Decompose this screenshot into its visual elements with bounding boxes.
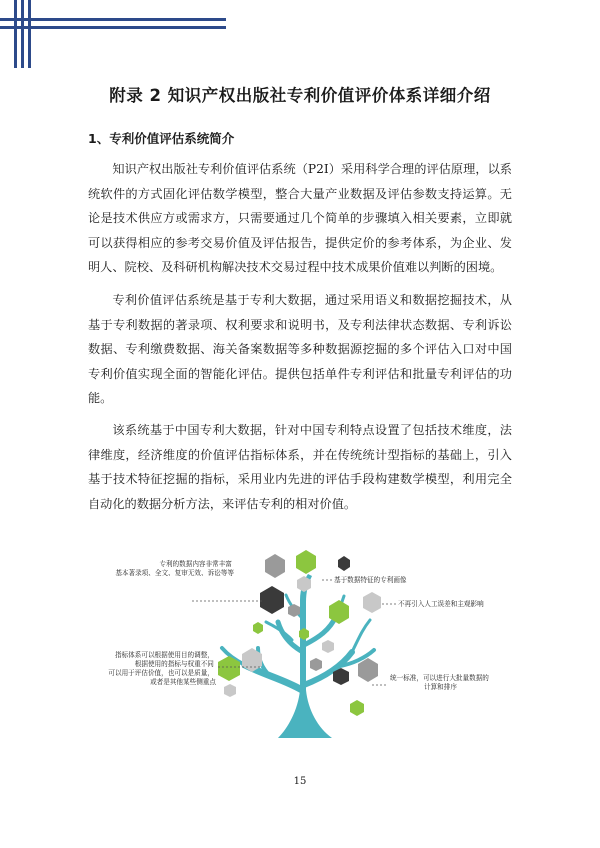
decor-horizontal-bar-1 xyxy=(0,18,226,21)
hex-node xyxy=(224,684,236,697)
paragraph-1: 知识产权出版社专利价值评估系统（P2I）采用科学合理的评估原理，以系统软件的方式固化评估数学模型，整合大量产业数据及评估参数支持运算。无论是技术供应方或需求方，只需要通过几个简单的步骤填入相关要素，立即就可以获得相应的参考交易价值及评估报告，提供定价的参考体系，为企业、发明人、院校、及科研机构解决技术交易过程中技术成果价值难以判断的困境。 xyxy=(88,162,512,274)
paragraph-2: 专利价值评估系统是基于专利大数据，通过采用语义和数据挖掘技术，从基于专利数据的著录项、权利要求和说明书，及专利法律状态数据、专利诉讼数据、专利缴费数据、海关备案数据等多种数据源挖掘的多个评估入口对中国专利价值实现全面的智能化评估。提供包括单件专利评估和批量专利评估的功能。 xyxy=(88,293,512,405)
paragraph-3: 该系统基于中国专利大数据，针对中国专利特点设置了包括技术维度，法律维度，经济维度的价值评估指标体系，并在传统统计型指标的基础上，引入基于技术特征挖掘的指标，采用业内先进的评估手段构建数学模型，利用完全自动化的数据分析方法，来评估专利的相对价值。 xyxy=(88,423,512,511)
section-heading: 1、专利价值评估系统简介 xyxy=(88,131,235,146)
hex-node xyxy=(253,622,263,634)
tree-figure xyxy=(0,540,600,750)
hex-node xyxy=(310,658,322,671)
hex-node xyxy=(338,556,350,571)
left-label-2: 指标体系可以根据使用目的调整， 根据使用的指标与权重不同 可以用于评估价值，也可以是质量， 或者是其他某些侧重点 xyxy=(108,651,216,686)
decor-vertical-bar-3 xyxy=(28,0,31,68)
hex-node xyxy=(350,700,364,716)
hex-node xyxy=(260,586,284,614)
right-label-3: 统一标准，可以进行大批量数据的 计算和排序 xyxy=(390,674,489,691)
decor-horizontal-bar-2 xyxy=(0,26,226,29)
right-label-1: 基于数据特征的专利画像 xyxy=(334,576,407,584)
page-number: 15 xyxy=(293,776,307,787)
decor-vertical-bar-2 xyxy=(21,0,24,68)
hex-node xyxy=(265,554,285,578)
hex-node xyxy=(322,640,334,653)
hex-node xyxy=(363,592,381,613)
left-label-1: 专利的数据内容非常丰富 基本著录项、全文、复审无效、诉讼等等 xyxy=(115,560,234,577)
decor-vertical-bar-1 xyxy=(14,0,17,68)
hex-node xyxy=(358,658,378,682)
hex-node xyxy=(296,550,316,574)
page-title: 附录 2 知识产权出版社专利价值评价体系详细介绍 xyxy=(109,86,491,105)
right-label-2: 不再引入人工误差和主观影响 xyxy=(398,600,484,608)
